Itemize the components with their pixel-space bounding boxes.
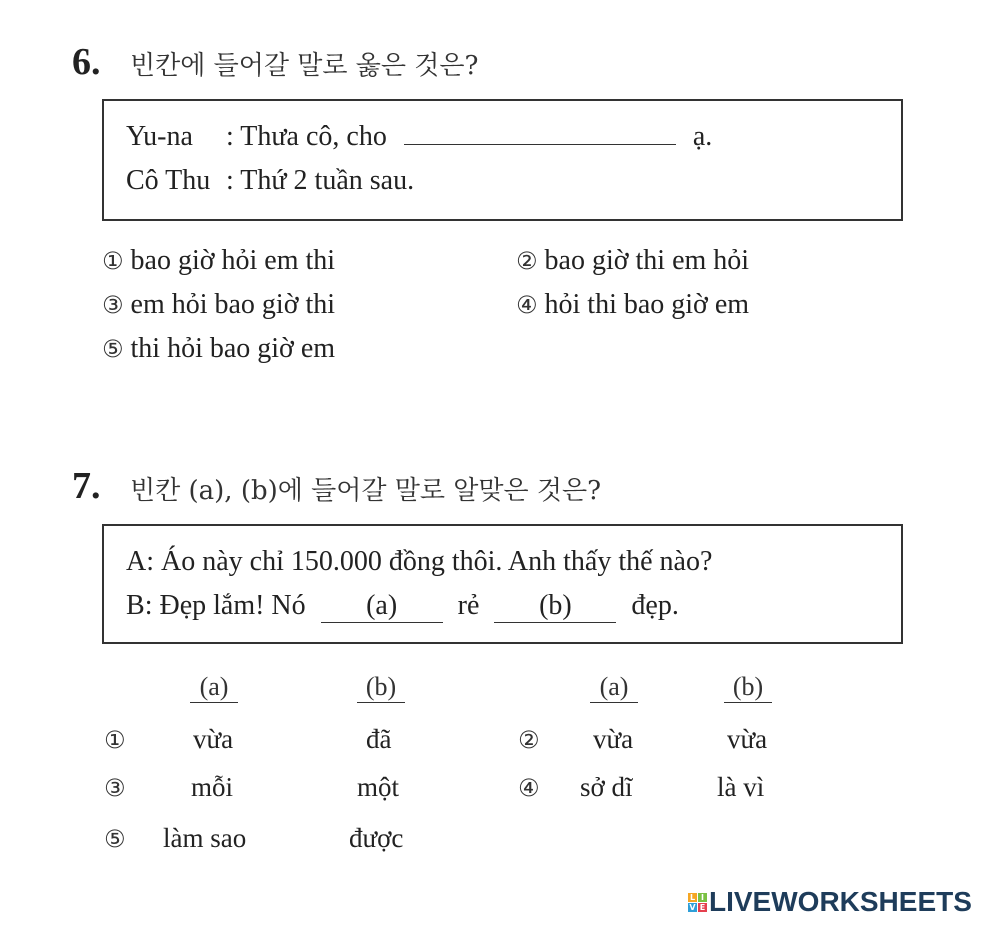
option-2-a: vừa (593, 724, 634, 754)
question-6-text: 빈칸에 들어갈 말로 옳은 것은? (130, 51, 479, 81)
speaker-name: Yu-na (126, 121, 193, 152)
option-text: bao giờ thi em hỏi (544, 245, 750, 276)
blank-b[interactable]: (b) (494, 590, 616, 623)
logo-text: LIVEWORKSHEETS (709, 886, 972, 917)
option-1-b: đã (366, 724, 392, 754)
option-5-a: làm sao (163, 823, 247, 853)
option-1-a: vừa (193, 724, 234, 754)
option-3-b: một (357, 772, 400, 802)
option-marker: ④ (516, 291, 538, 319)
question-6-number: 6. (72, 41, 101, 83)
speaker-name: A (126, 546, 147, 577)
speaker-separator: : (146, 546, 155, 577)
logo-mark-letter: L (689, 892, 696, 902)
option-5-marker[interactable]: ⑤ (104, 825, 126, 853)
logo-mark-letter: V (689, 902, 696, 912)
option-text: em hỏi bao giờ thi (130, 289, 336, 320)
question-6-dialogue-box (102, 99, 903, 221)
dialogue-text-end: ạ. (692, 121, 713, 152)
dialogue-text-end: đẹp. (631, 590, 679, 621)
option-marker: ② (516, 247, 538, 275)
option-3-marker[interactable]: ③ (104, 774, 126, 802)
liveworksheets-logo[interactable] (688, 886, 972, 918)
dialogue-line (126, 121, 712, 153)
blank-a[interactable]: (a) (321, 590, 443, 623)
speaker-separator: : (226, 165, 234, 196)
column-header-b: (b) (724, 672, 772, 703)
dialogue-text: Áo này chỉ 150.000 đồng thôi. Anh thấy thế nào? (161, 546, 713, 577)
option-1-marker[interactable]: ① (104, 726, 126, 754)
speaker-separator: : (144, 590, 153, 621)
option-marker: ① (102, 247, 124, 275)
dialogue-text: Thứ 2 tuần sau. (240, 165, 415, 196)
question-7-text: 빈칸 (a), (b)에 들어갈 말로 알맞은 것은? (130, 476, 602, 506)
option-5-b: được (349, 823, 404, 853)
option-5[interactable] (102, 333, 335, 365)
option-text: bao giờ hỏi em thi (130, 245, 336, 276)
answer-blank[interactable] (404, 122, 676, 145)
option-1[interactable] (102, 245, 335, 277)
option-marker: ③ (102, 291, 124, 319)
logo-mark-icon (688, 893, 707, 912)
option-4-b: là vì (717, 772, 765, 802)
option-4-a: sở dĩ (580, 772, 633, 802)
dialogue-text-mid: rẻ (457, 590, 480, 621)
option-2-marker[interactable]: ② (518, 726, 540, 754)
speaker-name: B (126, 590, 145, 621)
dialogue-text: Đẹp lắm! Nó (159, 590, 306, 621)
question-7-number: 7. (72, 465, 101, 507)
option-4-marker[interactable]: ④ (518, 774, 540, 802)
option-4[interactable] (516, 289, 749, 321)
option-text: thi hỏi bao giờ em (130, 333, 336, 364)
column-header-a: (a) (190, 672, 238, 703)
dialogue-line (126, 590, 679, 623)
option-3[interactable] (102, 289, 335, 321)
logo-mark-letter: I (698, 893, 707, 902)
column-header-a: (a) (590, 672, 638, 703)
dialogue-line (126, 546, 712, 578)
option-text: hỏi thi bao giờ em (544, 289, 750, 320)
option-3-a: mỗi (191, 772, 234, 802)
option-marker: ⑤ (102, 335, 124, 363)
logo-mark-letter: E (699, 902, 706, 912)
dialogue-text: Thưa cô, cho (240, 121, 387, 152)
speaker-separator: : (226, 121, 234, 152)
option-2-b: vừa (727, 724, 768, 754)
column-header-b: (b) (357, 672, 405, 703)
question-7-dialogue-box (102, 524, 903, 644)
dialogue-line (126, 165, 414, 197)
speaker-name: Cô Thu (126, 165, 211, 196)
option-2[interactable] (516, 245, 749, 277)
